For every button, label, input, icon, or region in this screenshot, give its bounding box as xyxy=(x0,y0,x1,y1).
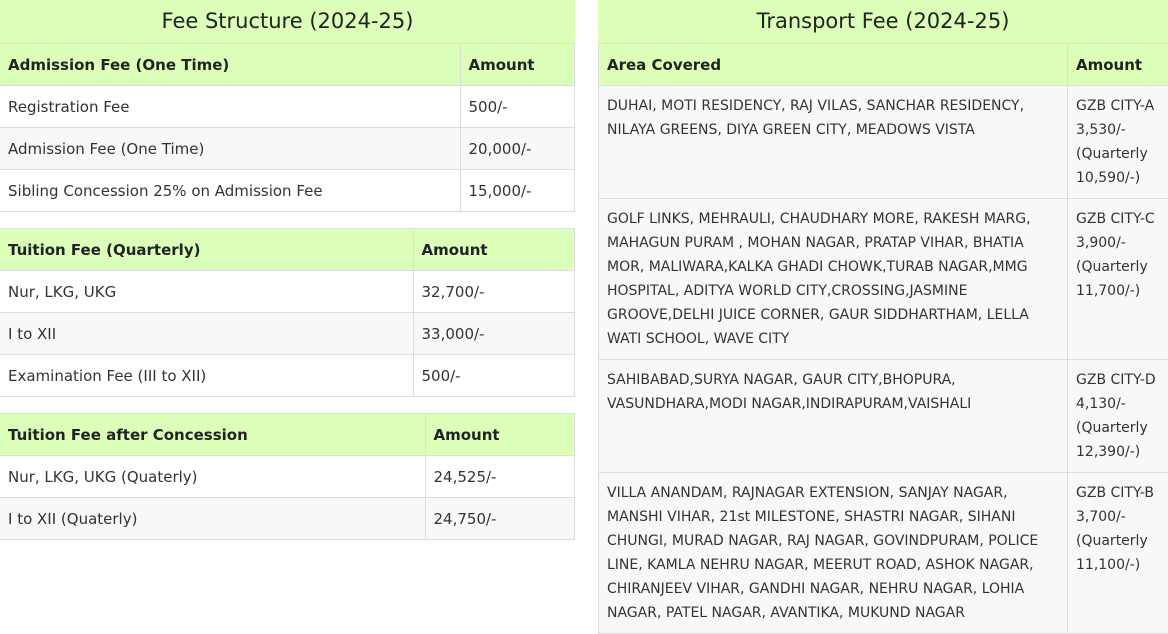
fee-amount: 500/- xyxy=(460,86,575,128)
fee-label: I to XII xyxy=(0,313,413,355)
fee-label: Sibling Concession 25% on Admission Fee xyxy=(0,170,460,212)
fee-amount: 24,750/- xyxy=(425,498,575,540)
table-row xyxy=(599,199,1168,360)
table-row xyxy=(0,128,575,170)
zone-name: GZB CITY-C xyxy=(1076,207,1160,231)
table-row xyxy=(599,86,1168,199)
fee-label: Registration Fee xyxy=(0,86,460,128)
column-header: Tuition Fee after Concession xyxy=(0,414,425,456)
column-header: Admission Fee (One Time) xyxy=(0,44,460,86)
quarterly-fee: 10,590/-) xyxy=(1076,166,1160,190)
transport-amount xyxy=(1068,199,1168,360)
fee-structure-panel xyxy=(0,0,575,540)
column-header: Amount xyxy=(413,229,575,271)
transport-fee-table xyxy=(598,43,1168,634)
transport-amount xyxy=(1068,473,1168,634)
table-row xyxy=(0,355,575,397)
quarterly-label: (Quarterly xyxy=(1076,416,1160,440)
fee-label: Nur, LKG, UKG xyxy=(0,271,413,313)
fee-amount: 33,000/- xyxy=(413,313,575,355)
table-header-row xyxy=(599,44,1168,86)
area-covered: SAHIBABAD,SURYA NAGAR, GAUR CITY,BHOPURA, VASUNDHARA,MODI NAGAR,INDIRAPURAM,VAISHALI xyxy=(599,360,1068,473)
fee-structure-title: Fee Structure (2024-25) xyxy=(0,0,575,43)
column-header: Amount xyxy=(1068,44,1168,86)
transport-fee-panel xyxy=(598,0,1168,634)
fee-amount: 32,700/- xyxy=(413,271,575,313)
column-header: Tuition Fee (Quarterly) xyxy=(0,229,413,271)
table-header-row xyxy=(0,414,575,456)
zone-fee: 3,530/- xyxy=(1076,118,1160,142)
quarterly-label: (Quarterly xyxy=(1076,142,1160,166)
fee-amount: 20,000/- xyxy=(460,128,575,170)
column-header: Amount xyxy=(425,414,575,456)
fee-label: I to XII (Quaterly) xyxy=(0,498,425,540)
table-row xyxy=(599,473,1168,634)
concession-fee-table xyxy=(0,413,575,540)
transport-amount xyxy=(1068,86,1168,199)
quarterly-fee: 11,700/-) xyxy=(1076,279,1160,303)
table-row xyxy=(0,456,575,498)
column-header: Area Covered xyxy=(599,44,1068,86)
admission-fee-table xyxy=(0,43,575,212)
area-covered: GOLF LINKS, MEHRAULI, CHAUDHARY MORE, RAKESH MARG, MAHAGUN PURAM , MOHAN NAGAR, PRATAP VIHAR, BHATIA MOR, MALIWARA,KALKA GHADI CHOWK,TURAB NAGAR,MMG HOSPITAL, ADITYA WORLD CITY,CROSSING,JASMINE GROOVE,DELHI JUICE CORNER, GAUR SIDDHARTHAM, LELLA WATI SCHOOL, WAVE CITY xyxy=(599,199,1068,360)
area-covered: DUHAI, MOTI RESIDENCY, RAJ VILAS, SANCHAR RESIDENCY, NILAYA GREENS, DIYA GREEN CITY, MEADOWS VISTA xyxy=(599,86,1068,199)
zone-name: GZB CITY-A xyxy=(1076,94,1160,118)
zone-fee: 3,700/- xyxy=(1076,505,1160,529)
tuition-fee-table xyxy=(0,228,575,397)
zone-name: GZB CITY-D xyxy=(1076,368,1160,392)
fee-amount: 500/- xyxy=(413,355,575,397)
quarterly-fee: 11,100/-) xyxy=(1076,553,1160,577)
table-header-row xyxy=(0,44,575,86)
quarterly-label: (Quarterly xyxy=(1076,529,1160,553)
table-row xyxy=(0,170,575,212)
table-row xyxy=(0,86,575,128)
fee-label: Nur, LKG, UKG (Quaterly) xyxy=(0,456,425,498)
fee-amount: 15,000/- xyxy=(460,170,575,212)
table-row xyxy=(0,271,575,313)
table-header-row xyxy=(0,229,575,271)
fee-amount: 24,525/- xyxy=(425,456,575,498)
quarterly-label: (Quarterly xyxy=(1076,255,1160,279)
table-row xyxy=(0,498,575,540)
table-row xyxy=(0,313,575,355)
area-covered: VILLA ANANDAM, RAJNAGAR EXTENSION, SANJAY NAGAR, MANSHI VIHAR, 21st MILESTONE, SHASTRI NAGAR, SIHANI CHUNGI, MURAD NAGAR, RAJ NAGAR, GOVINDPURAM, POLICE LINE, KAMLA NEHRU NAGAR, MEERUT ROAD, ASHOK NAGAR, CHIRANJEEV VIHAR, GANDHI NAGAR, NEHRU NAGAR, LOHIA NAGAR, PATEL NAGAR, AVANTIKA, MUKUND NAGAR xyxy=(599,473,1068,634)
column-header: Amount xyxy=(460,44,575,86)
quarterly-fee: 12,390/-) xyxy=(1076,440,1160,464)
transport-amount xyxy=(1068,360,1168,473)
fee-label: Examination Fee (III to XII) xyxy=(0,355,413,397)
fee-label: Admission Fee (One Time) xyxy=(0,128,460,170)
zone-fee: 4,130/- xyxy=(1076,392,1160,416)
table-row xyxy=(599,360,1168,473)
zone-fee: 3,900/- xyxy=(1076,231,1160,255)
zone-name: GZB CITY-B xyxy=(1076,481,1160,505)
transport-fee-title: Transport Fee (2024-25) xyxy=(598,0,1168,43)
